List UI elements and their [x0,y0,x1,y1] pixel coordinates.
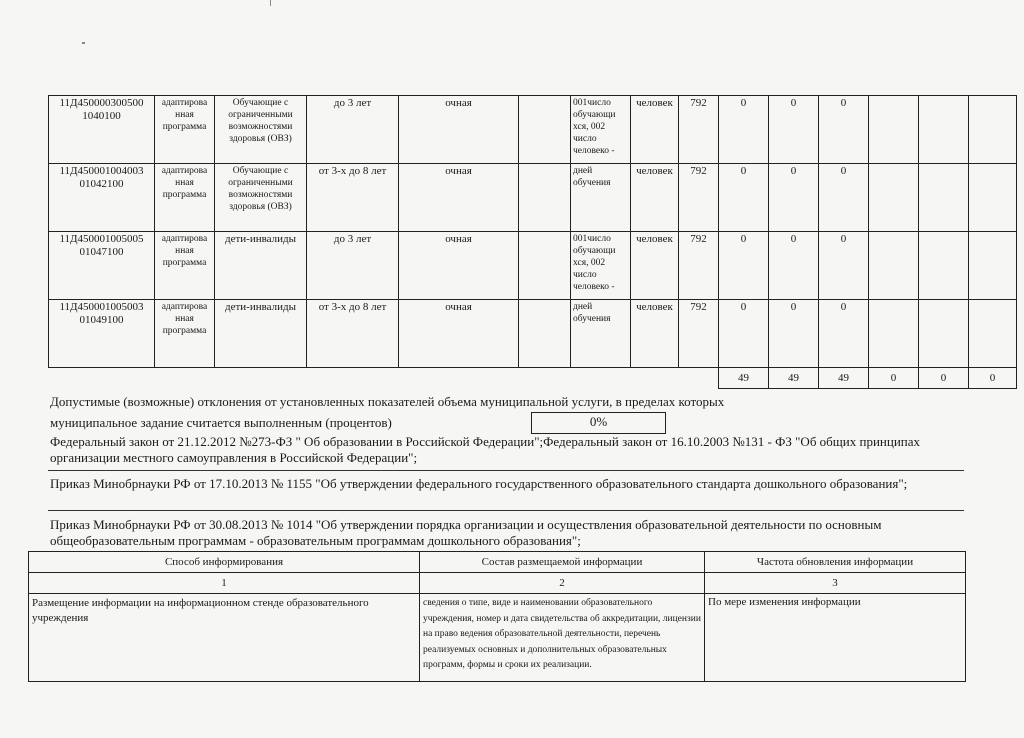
unit: человек [631,300,679,368]
deviation-value-box: 0% [531,412,666,434]
total-value: 0 [969,368,1017,389]
column-number: 2 [420,573,705,594]
age: до 3 лет [307,96,399,164]
program-type: адаптирова нная программа [155,300,215,368]
category: дети-инвалиды [215,232,307,300]
category: Обучающие с ограниченными возможностями здоровья (ОВЗ) [215,164,307,232]
value-1: 0 [719,164,769,232]
program-type: адаптирова нная программа [155,164,215,232]
information-table [28,551,966,682]
empty-cell [869,232,919,300]
okei-code: 792 [679,300,719,368]
empty-cell [519,96,571,164]
form: очная [399,300,519,368]
value-3: 0 [819,300,869,368]
value-2: 0 [769,96,819,164]
table-row [49,232,1017,300]
empty-cell [519,232,571,300]
empty-cell [869,96,919,164]
totals-row [49,368,1017,389]
value-2: 0 [769,164,819,232]
info-method: Размещение информации на информационном стенде образовательного учреждения [29,594,420,682]
deviation-text-line2: муниципальное задание считается выполненным (процентов) [50,415,392,430]
unit: человек [631,164,679,232]
service-code: 11Д450001005005 01047100 [49,232,155,300]
scan-mark [270,0,271,6]
form: очная [399,96,519,164]
age: до 3 лет [307,232,399,300]
okei-code: 792 [679,232,719,300]
table-row [49,300,1017,368]
total-value: 49 [819,368,869,389]
indicator: 001число обучающи хся, 002 число человеко - [571,96,631,164]
category: дети-инвалиды [215,300,307,368]
divider [48,470,964,471]
unit: человек [631,96,679,164]
empty-cell [919,96,969,164]
law-reference-1-cont: организации местного самоуправления в Российской Федерации"; [50,450,418,465]
value-3: 0 [819,96,869,164]
law-reference-2: Приказ Минобрнауки РФ от 17.10.2013 № 1155 "Об утверждении федерального государственного образовательного стандарта дошкольного образования"; [50,476,908,491]
value-3: 0 [819,164,869,232]
column-number-row [29,573,966,594]
okei-code: 792 [679,96,719,164]
law-reference-3: Приказ Минобрнауки РФ от 30.08.2013 № 1014 "Об утверждении порядка организации и осуществления образовательной деятельности по основным [50,517,882,532]
divider [48,510,964,511]
service-code: 11Д450001005003 01049100 [49,300,155,368]
info-frequency: По мере изменения информации [705,594,966,682]
empty-cell [969,164,1017,232]
empty-cell [869,164,919,232]
scan-mark [82,42,85,44]
unit: человек [631,232,679,300]
program-type: адаптирова нная программа [155,232,215,300]
total-value: 0 [919,368,969,389]
empty-cell [919,300,969,368]
deviation-text-line1: Допустимые (возможные) отклонения от установленных показателей объема муниципальной услуги, в пределах которых [50,394,725,409]
empty-cell [519,300,571,368]
form: очная [399,164,519,232]
table-row [49,96,1017,164]
indicator: дней обучения [571,300,631,368]
column-number: 3 [705,573,966,594]
value-1: 0 [719,232,769,300]
empty-cell [969,232,1017,300]
column-header: Состав размещаемой информации [420,552,705,573]
service-code: 11Д450001004003 01042100 [49,164,155,232]
total-value: 49 [769,368,819,389]
law-reference-1: Федеральный закон от 21.12.2012 №273-ФЗ " Об образовании в Российской Федерации";Федеральный закон от 16.10.2003 №131 - ФЗ "Об общих принципах [50,434,921,449]
indicator: 001число обучающи хся, 002 число человеко - [571,232,631,300]
total-value: 49 [719,368,769,389]
table-row [29,594,966,682]
value-2: 0 [769,300,819,368]
category: Обучающие с ограниченными возможностями здоровья (ОВЗ) [215,96,307,164]
empty-cell [919,232,969,300]
value-1: 0 [719,96,769,164]
empty-cell [869,300,919,368]
volume-indicators-table [48,95,1017,389]
table-header-row [29,552,966,573]
column-number: 1 [29,573,420,594]
okei-code: 792 [679,164,719,232]
empty-cell [919,164,969,232]
service-code: 11Д450000300500 1040100 [49,96,155,164]
empty-cell [969,300,1017,368]
form: очная [399,232,519,300]
table-row [49,164,1017,232]
column-header: Частота обновления информации [705,552,966,573]
law-reference-3-cont: общеобразовательным программам - образовательным программам дошкольного образования"; [50,533,581,548]
info-content: сведения о типе, виде и наименовании образовательного учреждения, номер и дата свидетельства об аккредитации, лицензии на право ведения образовательной деятельности, перечень реализуемых основных и дополнительных образовательных программ, формы и сроки их реализации. [420,594,705,682]
empty-cell [519,164,571,232]
indicator: дней обучения [571,164,631,232]
empty-cell [969,96,1017,164]
total-value: 0 [869,368,919,389]
value-3: 0 [819,232,869,300]
program-type: адаптирова нная программа [155,96,215,164]
value-2: 0 [769,232,819,300]
column-header: Способ информирования [29,552,420,573]
value-1: 0 [719,300,769,368]
age: от 3-х до 8 лет [307,164,399,232]
age: от 3-х до 8 лет [307,300,399,368]
